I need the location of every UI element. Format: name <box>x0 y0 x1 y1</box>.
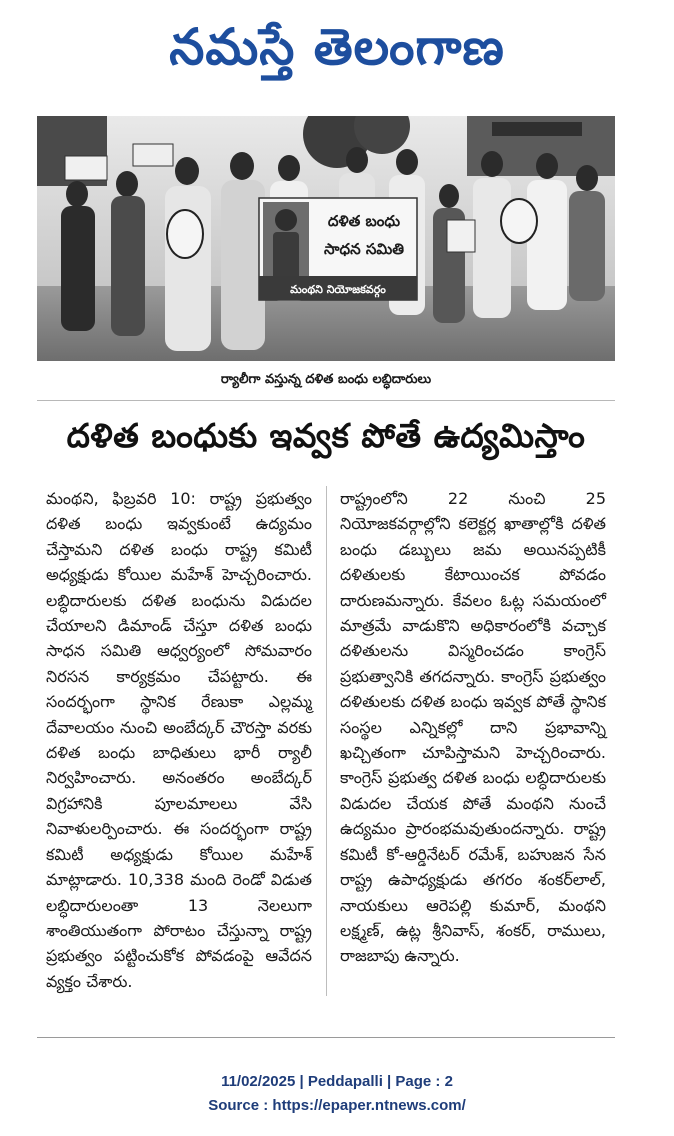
article-column-left <box>46 486 312 994</box>
banner-line-2: సాధన సమితి <box>324 240 404 258</box>
photo-caption: ర్యాలీగా వస్తున్న దళిత బంధు లబ్ధిదారులు <box>220 372 432 387</box>
headline: దళిత బంధుకు ఇవ్వక పోతే ఉద్యమిస్తాం <box>66 416 586 455</box>
article-bottom-border <box>37 1037 615 1038</box>
article-body-right: రాష్ట్రంలోని 22 నుంచి 25 నియోజకవర్గాల్లోని కలెక్టర్ల ఖాతాల్లోకి దళిత బంధు డబ్బులు జమ అయినప్పటికీ దళితులకు కేటాయించక పోవడం దారుణమన్నారు. కేవలం ఓట్ల సమయంలో మాత్రమే వాడుకొని అధికారంలోకి వచ్చాక దళితులను విస్మరించడం కాంగ్రెస్ ప్రభుత్వానికి తగదన్నారు. కాంగ్రెస్ ప్రభుత్వం దళితులకు దళిత బంధు ఇవ్వక పోతే స్థానిక సంస్థల ఎన్నికల్లో దాని ప్రభావాన్ని ఖచ్చితంగా చూపిస్తామని హెచ్చరించారు. కాంగ్రెస్ ప్రభుత్వ దళిత బంధు లబ్ధిదారులకు విడుదల చేయక పోతే మంథని నుంచే ఉద్యమం ప్రారంభమవుతుందన్నారు. రాష్ట్ర కమిటీ కో-ఆర్డినేటర్ రమేశ్, బహుజన సేన రాష్ట్ర ఉపాధ్యక్షుడు తగరం శంకర్‌లాల్, నాయకులు ఆరెపల్లి కుమార్, మంథని లక్ష్మణ్, ఉట్ల శ్రీనివాస్, శంకర్, రాములు, రాజబాపు ఉన్నారు. <box>340 489 606 966</box>
footer-source: Source : https://epaper.ntnews.com/ <box>208 1097 466 1114</box>
article-column-right <box>340 486 606 969</box>
column-divider <box>326 486 327 996</box>
banner-line-1: దళిత బంధు <box>327 212 401 230</box>
banner-line-3: మంథని నియోజకవర్గం <box>290 283 386 296</box>
article-body-left: మంథని, ఫిబ్రవరి 10: రాష్ట్ర ప్రభుత్వం దళిత బంధు ఇవ్వకుంటే ఉద్యమం చేస్తామని దళిత బంధు రాష్ట్ర కమిటీ అధ్యక్షుడు కోయిల మహేశ్ హెచ్చరించారు. లబ్ధిదారులకు దళిత బంధును విడుదల చేయాలని డిమాండ్ చేస్తూ దళిత బంధు సాధన సమితి ఆధ్వర్యంలో సోమవారం నిరసన కార్యక్రమం చేపట్టారు. ఈ సందర్భంగా స్థానిక రేణుకా ఎల్లమ్మ దేవాలయం నుంచి అంబేద్కర్ చౌరస్తా వరకు దళిత బంధు బాధితులు భారీ ర్యాలీ నిర్వహించారు. అనంతరం అంబేద్కర్ విగ్రహానికి పూలమాలలు వేసి నివాళులర్పించారు. ఈ సందర్భంగా రాష్ట్ర కమిటీ అధ్యక్షుడు కోయిల మహేశ్ మాట్లాడారు. 10,338 మంది రెండో విడుత లబ్ధిదారులంతా 13 నెలలుగా శాంతియుతంగా పోరాటం చేస్తున్నా రాష్ట్ర ప్రభుత్వం పట్టించుకోక పోవడంపై ఆవేదన వ్యక్తం చేశారు. <box>46 489 312 991</box>
masthead <box>0 6 674 88</box>
masthead-title: నమస్తే తెలంగాణ <box>169 17 505 76</box>
news-photo <box>37 116 615 361</box>
footer-edition-info: 11/02/2025 | Peddapalli | Page : 2 <box>221 1073 453 1090</box>
caption-divider <box>37 400 615 401</box>
